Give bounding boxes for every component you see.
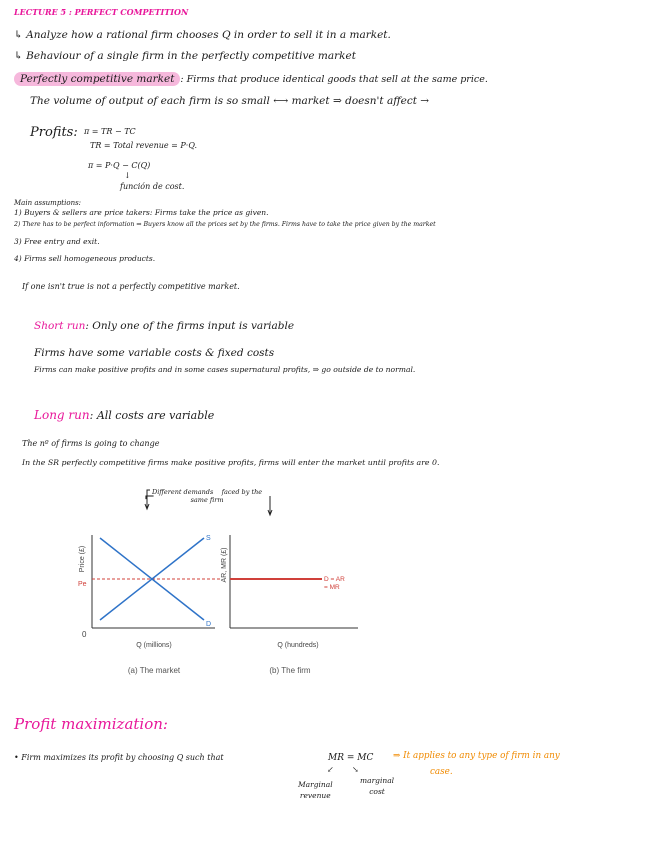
firm-x-label: Q (hundreds) bbox=[277, 642, 319, 649]
profits-formula-3: π = P·Q − C(Q) bbox=[88, 161, 151, 170]
pc-market-definition: : Firms that produce identical goods that sell at the same price. bbox=[180, 74, 488, 85]
market-price-label: Pe bbox=[78, 581, 87, 588]
demand-note-text-2: faced by the bbox=[221, 488, 263, 496]
firm-y-label: AR, MR (£) bbox=[221, 547, 228, 583]
intro-line-2: ↳ Behaviour of a single firm in the perfectly competitive market bbox=[14, 50, 356, 62]
assumption-4: 4) Firms sell homogeneous products. bbox=[14, 254, 156, 263]
market-origin: 0 bbox=[82, 630, 87, 639]
profits-formula-1: π = TR − TC bbox=[84, 127, 136, 136]
mc-arrow-icon: ↘ bbox=[352, 765, 359, 774]
short-run-line-1: Firms have some variable costs & fixed costs bbox=[34, 347, 275, 359]
mr-arrow-icon: ↙ bbox=[327, 765, 334, 774]
down-arrow-icon: ↓ bbox=[124, 171, 131, 180]
mr-label bbox=[298, 780, 333, 801]
profits-formula-2: TR = Total revenue = P·Q. bbox=[90, 141, 198, 150]
market-x-label: Q (millions) bbox=[136, 642, 172, 649]
short-run-line-2: Firms can make positive profits and in some cases supernatural profits, ⇒ go outside de to normal. bbox=[34, 365, 416, 374]
market-supply-label: S bbox=[206, 535, 211, 542]
profit-max-equation: MR = MC bbox=[328, 753, 374, 763]
profit-max-note-2: case. bbox=[430, 767, 453, 777]
long-run-definition: : All costs are variable bbox=[89, 409, 215, 422]
mc-label bbox=[360, 776, 394, 797]
profit-max-rule: • Firm maximizes its profit by choosing Q such that bbox=[14, 753, 224, 762]
profits-note: función de cost. bbox=[120, 182, 185, 191]
short-run-definition: : Only one of the firms input is variable bbox=[85, 320, 295, 332]
market-demand-label: D bbox=[206, 621, 212, 628]
mc-label-2: cost bbox=[369, 786, 385, 796]
mr-label-1: Marginal bbox=[298, 780, 333, 789]
assumptions-conclusion: If one isn't true is not a perfectly competitive market. bbox=[22, 282, 240, 291]
market-y-label: Price (£) bbox=[79, 545, 86, 573]
firm-caption: (b) The firm bbox=[269, 666, 311, 675]
long-run-term: Long run bbox=[34, 408, 90, 422]
profits-label: Profits: bbox=[30, 125, 78, 140]
lecture-title: LECTURE 5 : PERFECT COMPETITION bbox=[14, 7, 189, 17]
firm-line-label-1: D = AR bbox=[324, 576, 345, 583]
pc-market-term: Perfectly competitive market bbox=[14, 72, 180, 86]
assumptions-heading: Main assumptions: bbox=[14, 199, 82, 207]
market-chart bbox=[70, 525, 220, 680]
demand-note-text-1: Different demands bbox=[152, 488, 214, 496]
mc-label-1: marginal bbox=[360, 776, 395, 785]
demand-note-text-3: same firm bbox=[190, 496, 224, 505]
profit-max-heading: Profit maximization: bbox=[14, 715, 168, 733]
demand-note-bracket-left: ⌐ bbox=[144, 490, 155, 505]
assumption-3: 3) Free entry and exit. bbox=[14, 237, 100, 246]
assumption-1: 1) Buyers & sellers are price takers: Firms take the price as given. bbox=[14, 208, 269, 217]
intro-line-1: ↳ Analyze how a rational firm chooses Q in order to sell it in a market. bbox=[14, 29, 391, 41]
short-run-term: Short run bbox=[34, 320, 86, 332]
long-run-line-1: The nº of firms is going to change bbox=[22, 439, 160, 448]
firm-chart bbox=[220, 525, 370, 680]
market-caption: (a) The market bbox=[127, 666, 181, 675]
profit-max-note-1: ⇒ It applies to any type of firm in any bbox=[393, 751, 560, 761]
pc-market-line-2: The volume of output of each firm is so small ⟷ market ⇒ doesn't affect → bbox=[30, 95, 430, 107]
firm-line-label-2: = MR bbox=[324, 584, 340, 591]
assumption-2: 2) There has to be perfect information ⇒ Buyers know all the prices set by the firms. Firms have to take the price given by the market bbox=[14, 221, 436, 228]
long-run-line-2: In the SR perfectly competitive firms make positive profits, firms will enter the market until profits are 0. bbox=[22, 458, 440, 467]
mr-label-2: revenue bbox=[299, 790, 331, 800]
